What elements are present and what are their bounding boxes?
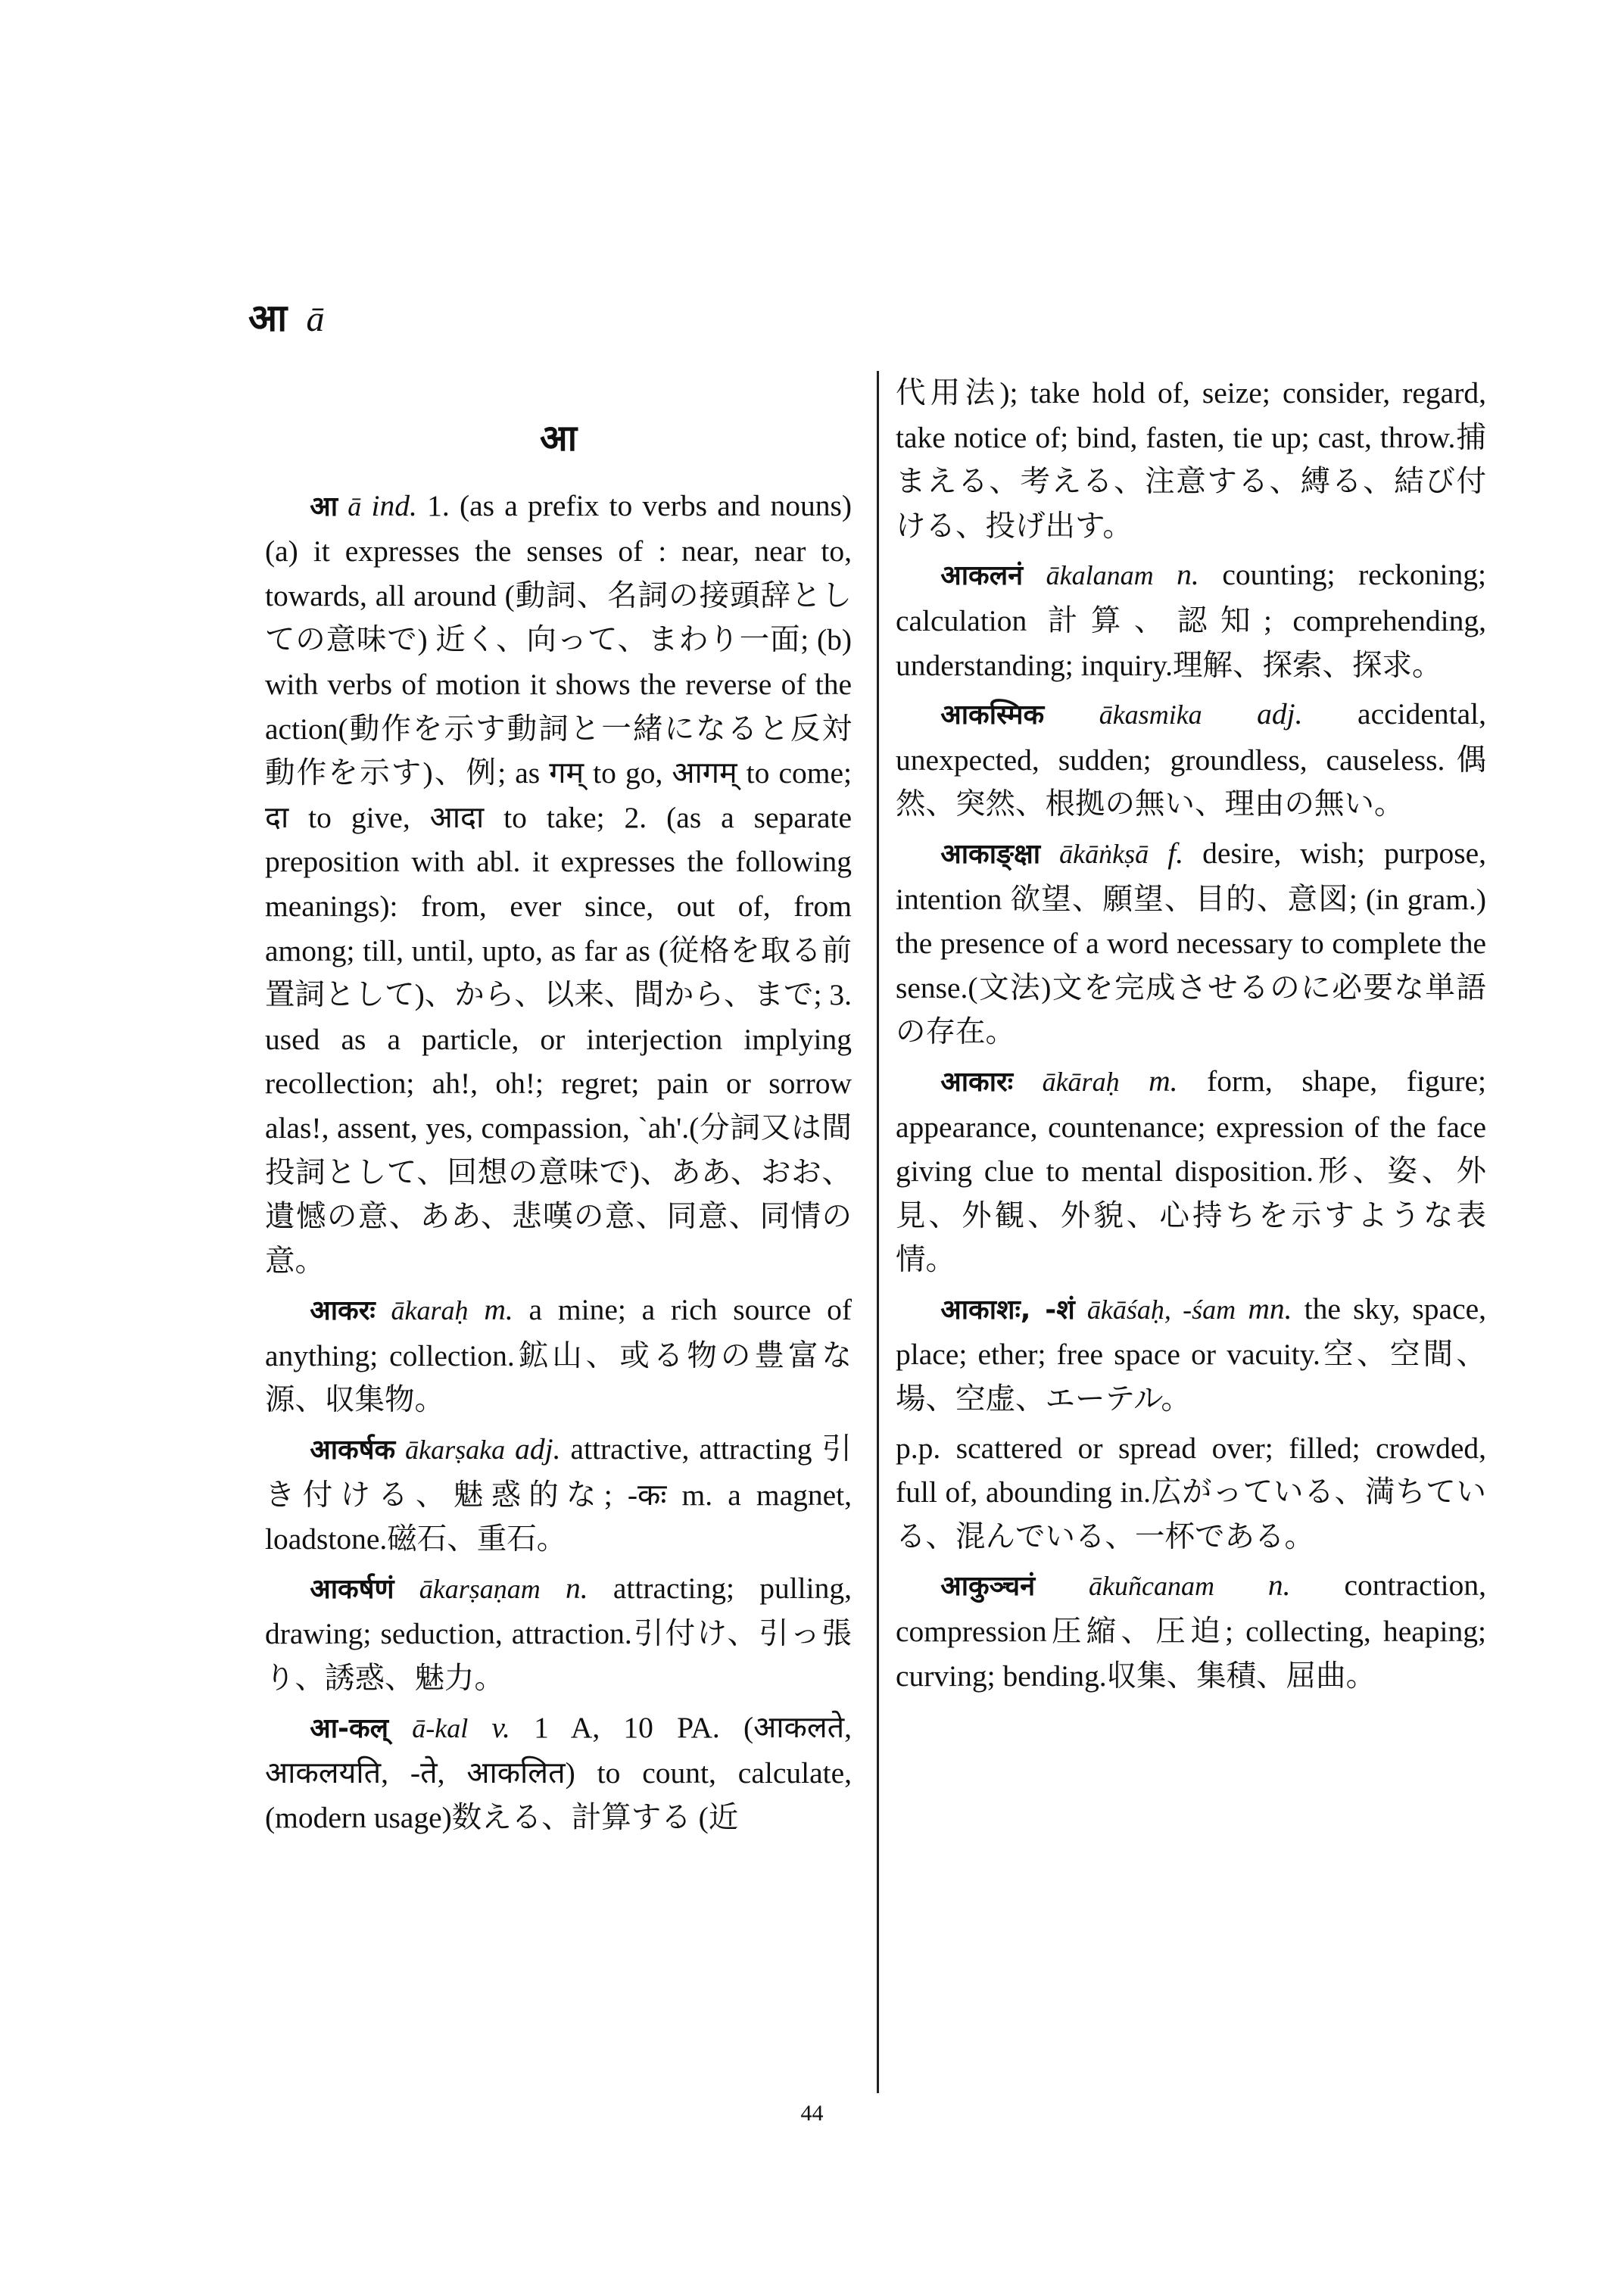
entry-grammar: adj. — [1257, 697, 1303, 731]
entry-grammar: n. — [566, 1571, 588, 1605]
dictionary-entry — [896, 1563, 1486, 1698]
entry-definition: desire, wish; purpose, intention 欲望、願望、目的、意図; (in gram.) the presence of a word necessary to complete the sense.(文法)文を完成させるのに必要な単語の存在。 — [896, 836, 1487, 1049]
entry-definition: attractive, attracting 引き付ける、魅惑的な; -कः m. a magnet, loadstone.磁石、重石。 — [265, 1432, 853, 1556]
column-divider — [877, 371, 879, 2093]
section-heading: आ — [539, 417, 578, 460]
entry-grammar: n. — [1267, 1569, 1291, 1603]
entry-definition: 1. (as a prefix to verbs and nouns) (a) it expresses the senses of : near, near to, towards, all around (動詞、名詞の接頭辞としての意味で) 近く、向って、まわり一面; (b) with verbs of motion it shows the reverse of the action(動作を示す動詞と一緒になると反対動作を示す)、例; as गम् to go, आगम् to come; दा to give, आदा to take; 2. (as a separate preposition with abl. it expresses the following meanings): from, ever since, out of, from among; till, until, upto, as far as (従格を取る前置詞として)、から、以来、間から、まで; 3. used as a particle, or interjection implying recollection; ah!, oh!; regret; pain or sorrow alas!, assent, yes, compassion, `ah'.(分詞又は間投詞として、回想の意味で)、ああ、おお、遺憾の意、ああ、悲嘆の意、同意、同情の意。 — [265, 488, 853, 1278]
entry-transliteration: ākāraḥ — [1042, 1066, 1120, 1097]
entry-grammar: f. — [1167, 836, 1184, 870]
right-entries — [896, 371, 1486, 1698]
entry-grammar: adj. — [515, 1432, 561, 1466]
entry-transliteration: ā-kal — [412, 1712, 469, 1743]
dictionary-entry — [896, 692, 1486, 827]
entry-transliteration: ākāṅkṣā — [1059, 838, 1149, 869]
entry-headword: आ-कल् — [310, 1712, 389, 1744]
entry-definition: 代用法); take hold of, seize; consider, regard, take notice of; bind, fasten, tie up; cast, throw.捕まえる、考える、注意する、縛る、結び付ける、投げ出す。 — [896, 376, 1486, 543]
entry-transliteration: ākarṣaka — [405, 1435, 506, 1466]
entry-grammar: n. — [1177, 558, 1199, 592]
entry-transliteration: ā — [348, 491, 362, 522]
entry-definition: p.p. scattered or spread over; filled; crowded, full of, abounding in.広がっている、満ちている、混んでいる、一杯である。 — [896, 1431, 1486, 1553]
entry-definition: the sky, space, place; ether; free space or vacuity.空、空間、場、空虚、エーテル。 — [896, 1291, 1487, 1416]
entry-definition: a mine; a rich source of anything; collection.鉱山、或る物の豊富な源、収集物。 — [265, 1293, 852, 1417]
entry-grammar: m. — [484, 1293, 513, 1327]
entry-headword: आकर्षक — [310, 1435, 396, 1466]
dictionary-entry — [896, 1287, 1486, 1422]
page-heading — [248, 291, 326, 342]
dictionary-entry — [896, 371, 1486, 548]
entry-headword: आकस्मिक — [940, 699, 1045, 731]
dictionary-entry — [265, 1427, 852, 1562]
entry-definition: 1 A, 10 PA. (आकलते, आकलयति, -ते, आकलित) to count, calculate, (modern usage)数える、計算する (近 — [265, 1710, 853, 1834]
dictionary-entry — [896, 1059, 1486, 1282]
entry-transliteration: ākarṣaṇam — [419, 1573, 541, 1604]
page-number: 44 — [800, 2101, 824, 2126]
entry-grammar: v. — [491, 1710, 510, 1744]
entry-headword: आकाङ्क्षा — [940, 838, 1041, 870]
entry-headword: आकर्षणं — [310, 1573, 394, 1605]
dictionary-entry — [265, 484, 852, 1284]
entry-definition: contraction, compression圧縮、圧迫; collecting, heaping; curving; bending.収集、集積、屈曲。 — [896, 1569, 1487, 1693]
entry-definition: form, shape, figure; appearance, countenance; expression of the face giving clue to mental disposition.形、姿、外見、外観、外貌、心持ちを示すような表情。 — [896, 1064, 1486, 1277]
entry-definition: counting; reckoning; calculation 計算、認知; comprehending, understanding; inquiry.理解、探索、探求。 — [896, 558, 1486, 682]
dictionary-entry — [896, 831, 1486, 1055]
entry-transliteration: ākaraḥ — [391, 1295, 469, 1326]
entry-grammar: ind. — [371, 488, 417, 522]
entry-headword: आकाशः, -शं — [940, 1294, 1075, 1326]
left-entries — [265, 484, 852, 1840]
left-column — [265, 416, 852, 1844]
dictionary-entry — [265, 1288, 852, 1422]
entry-grammar: mn. — [1248, 1291, 1292, 1326]
entry-definition: attracting; pulling, drawing; seduction, attraction.引付け、引っ張り、誘惑、魅力。 — [265, 1571, 853, 1696]
page-heading-devanagari: आ — [248, 296, 288, 340]
dictionary-entry — [265, 1706, 852, 1840]
entry-transliteration: ākalanam — [1046, 560, 1154, 591]
entry-headword: आकारः — [940, 1066, 1014, 1098]
dictionary-entry — [265, 1566, 852, 1701]
entry-transliteration: ākuñcanam — [1089, 1571, 1214, 1602]
entry-definition: accidental, unexpected, sudden; groundless, causeless.偶然、突然、根拠の無い、理由の無い。 — [896, 697, 1486, 821]
dictionary-entry — [896, 553, 1486, 687]
page-heading-translit: ā — [306, 299, 326, 339]
dictionary-entry — [896, 1426, 1486, 1559]
entry-headword: आ — [310, 491, 338, 522]
entry-headword: आकुञ्चनं — [940, 1571, 1036, 1603]
entry-headword: आकलनं — [940, 560, 1024, 592]
entry-transliteration: ākāśaḥ, -śam — [1086, 1294, 1236, 1325]
entry-transliteration: ākasmika — [1099, 699, 1202, 731]
right-column — [896, 371, 1486, 1703]
entry-grammar: m. — [1149, 1064, 1178, 1098]
entry-headword: आकरः — [310, 1295, 376, 1327]
